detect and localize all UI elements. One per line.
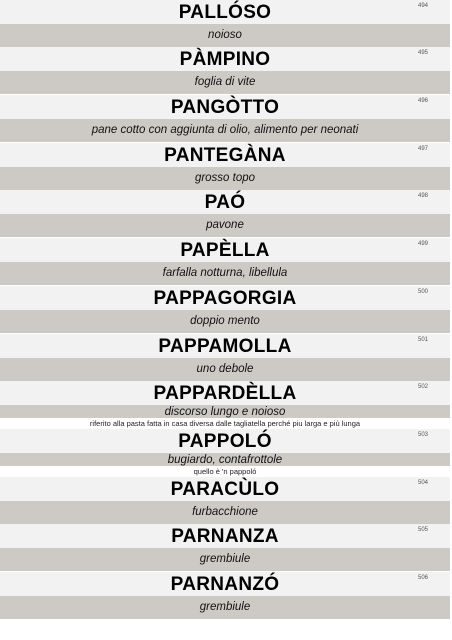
word-bar: [0, 47, 450, 71]
word-bar: [0, 572, 450, 596]
entry-pao: [0, 190, 450, 237]
definition-bar: [0, 501, 450, 524]
definition-bar: [0, 119, 450, 142]
entry-parnanzo: [0, 572, 450, 619]
entry-pantegana: [0, 143, 450, 190]
entry-word: PAÓ: [204, 191, 246, 213]
entry-number: 496: [417, 98, 428, 104]
entry-paraculo: [0, 477, 450, 524]
entry-pangotto: [0, 95, 450, 142]
definition-bar: [0, 214, 450, 237]
entry-note: quello è 'n pappoló: [0, 466, 450, 477]
entry-word: PARNANZA: [171, 525, 279, 547]
word-bar: [0, 190, 450, 214]
entry-number: 494: [417, 3, 428, 9]
entry-number: 503: [417, 432, 428, 438]
entry-pallsoso: [0, 0, 450, 47]
entry-note: riferito alla pasta fatta in casa diversa dalle tagliatella perché piu larga e più lunga: [0, 418, 450, 429]
entry-word: PAPPARDÈLLA: [153, 382, 297, 404]
entry-definition: pavone: [206, 218, 244, 231]
entry-definition: noioso: [208, 28, 242, 41]
entry-definition: pane cotto con aggiunta di olio, alimento per neonati: [91, 123, 359, 136]
entry-definition: uno debole: [196, 362, 254, 375]
word-bar: [0, 381, 450, 405]
entry-definition: discorso lungo e noioso: [164, 405, 286, 418]
word-bar: [0, 95, 450, 119]
entry-definition: bugiardo, contafrottole: [167, 453, 283, 466]
entry-papella: [0, 238, 450, 285]
entry-definition: grembiule: [199, 552, 251, 565]
definition-bar: [0, 596, 450, 619]
entry-number: 499: [417, 241, 428, 247]
entry-definition: doppio mento: [190, 314, 260, 327]
word-bar: [0, 286, 450, 310]
definition-bar: [0, 71, 450, 94]
entry-number: 498: [417, 193, 428, 199]
entry-number: 506: [417, 575, 428, 581]
entry-number: 505: [417, 527, 428, 533]
entry-word: PAPPAGORGIA: [153, 287, 297, 309]
word-bar: [0, 334, 450, 358]
entry-pappardella: [0, 381, 450, 418]
definition-bar: [0, 358, 450, 381]
entry-number: 497: [417, 146, 428, 152]
definition-bar: [0, 310, 450, 333]
definition-bar: [0, 405, 450, 418]
definition-bar: [0, 548, 450, 571]
definition-bar: [0, 24, 450, 47]
entry-definition: foglia di vite: [194, 75, 256, 88]
definition-bar: [0, 453, 450, 466]
definition-bar: [0, 167, 450, 190]
entry-pampino: [0, 47, 450, 94]
word-bar: [0, 0, 450, 24]
entry-word: PARNANZÓ: [170, 573, 280, 595]
entry-pappolo: [0, 429, 450, 466]
entry-word: PANGÒTTO: [170, 96, 280, 118]
entry-definition: grembiule: [199, 600, 251, 613]
entry-parnanza: [0, 524, 450, 571]
entry-word: PARACÙLO: [170, 478, 280, 500]
word-bar: [0, 238, 450, 262]
entry-word: PAPPAMOLLA: [158, 335, 292, 357]
entry-pappamolla: [0, 334, 450, 381]
entry-number: 495: [417, 50, 428, 56]
entry-number: 502: [417, 384, 428, 390]
entry-definition: farfalla notturna, libellula: [162, 266, 288, 279]
entry-word: PAPÈLLA: [180, 239, 270, 261]
entry-pappagorgia: [0, 286, 450, 333]
entry-number: 501: [417, 337, 428, 343]
definition-bar: [0, 262, 450, 285]
word-bar: [0, 524, 450, 548]
word-bar: [0, 477, 450, 501]
word-bar: [0, 429, 450, 453]
entry-number: 504: [417, 480, 428, 486]
entry-definition: grosso topo: [194, 171, 256, 184]
entry-word: PAPPOLÓ: [178, 430, 272, 452]
entry-word: PÀMPINO: [179, 48, 271, 70]
entry-definition: furbacchione: [192, 505, 258, 518]
entry-number: 500: [417, 289, 428, 295]
word-bar: [0, 143, 450, 167]
entry-word: PALLÓSO: [178, 1, 272, 23]
entry-word: PANTEGÀNA: [164, 144, 286, 166]
